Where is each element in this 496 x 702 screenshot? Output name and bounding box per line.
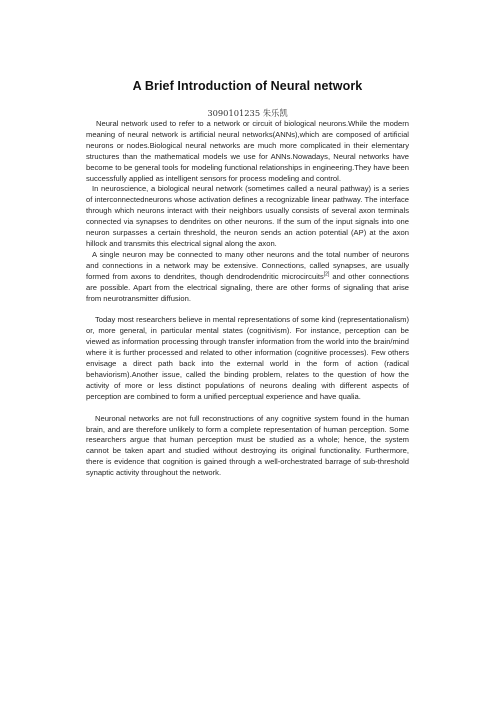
- author-line: 3090101235 朱乐凯: [207, 108, 288, 118]
- document-title: A Brief Introduction of Neural network: [132, 79, 363, 93]
- paragraph-3-text-after: and other connections are possible. Apart from the electrical signaling, there are other forms of signaling that arise from neurotransmitter diffusion.: [86, 271, 409, 303]
- document-page: [86, 78, 409, 479]
- paragraph-3: [86, 250, 409, 305]
- paragraph-2: In neuroscience, a biological neural network (sometimes called a neural pathway) is a series of interconnectedneurons whose activation defines a recognizable linear pathway. The interface through which neurons interact with their neighbors usually consists of several axon terminals connected via synapses to dendrites on other neurons. If the sum of the input signals into one neuron surpasses a certain threshold, the neuron sends an action potential (AP) at the axon hillock and transmits this electrical signal along the axon.: [86, 184, 409, 248]
- paragraph-1: Neural network used to refer to a network or circuit of biological neurons.While the modern meaning of neural network is artificial neural networks(ANNs),which are composed of artificial neurons or nodes.Biological neural networks are much more complicated in their elementary structures than the mathematical models we use for ANNs.Nowadays, Neural networks have become to be general tools for modeling functional relationships in engineering.They have been successfully applied as intelligent sensors for process modeling and control.: [86, 119, 409, 183]
- paragraph-5: Neuronal networks are not full reconstructions of any cognitive system found in the human brain, and are therefore unlikely to form a complete representation of human perception. Some researchers argue that human perception must be studied as a whole; hence, the system cannot be taken apart and studied without destroying its original functionality. Furthermore, there is evidence that cognition is gained through a well-orchestrated barrage of sub-threshold synaptic activity throughout the network.: [86, 413, 409, 478]
- paragraph-3-text-before: A single neuron may be connected to many other neurons and the total number of neurons and connections in a network may be extensive. Connections, called synapses, are usually formed from axons to dendrites, though dendrodendritic microcircuits: [86, 249, 409, 281]
- citation-superscript: [2]: [323, 271, 330, 278]
- paragraph-4: Today most researchers believe in mental representations of some kind (representationalism) or, more general, in particular mental states (cognitivism). For instance, perception can be viewed as information processing through transfer information from the world into the brain/mind where it is further processed and related to other information (cognitive processes). Few others envisage a direct path back into the external world in the form of action (radical behaviorism).Another issue, called the binding problem, relates to the question of how the activity of more or less distinct populations of neurons dealing with different aspects of perception are combined to form a unified perceptual experience and have qualia.: [86, 315, 409, 401]
